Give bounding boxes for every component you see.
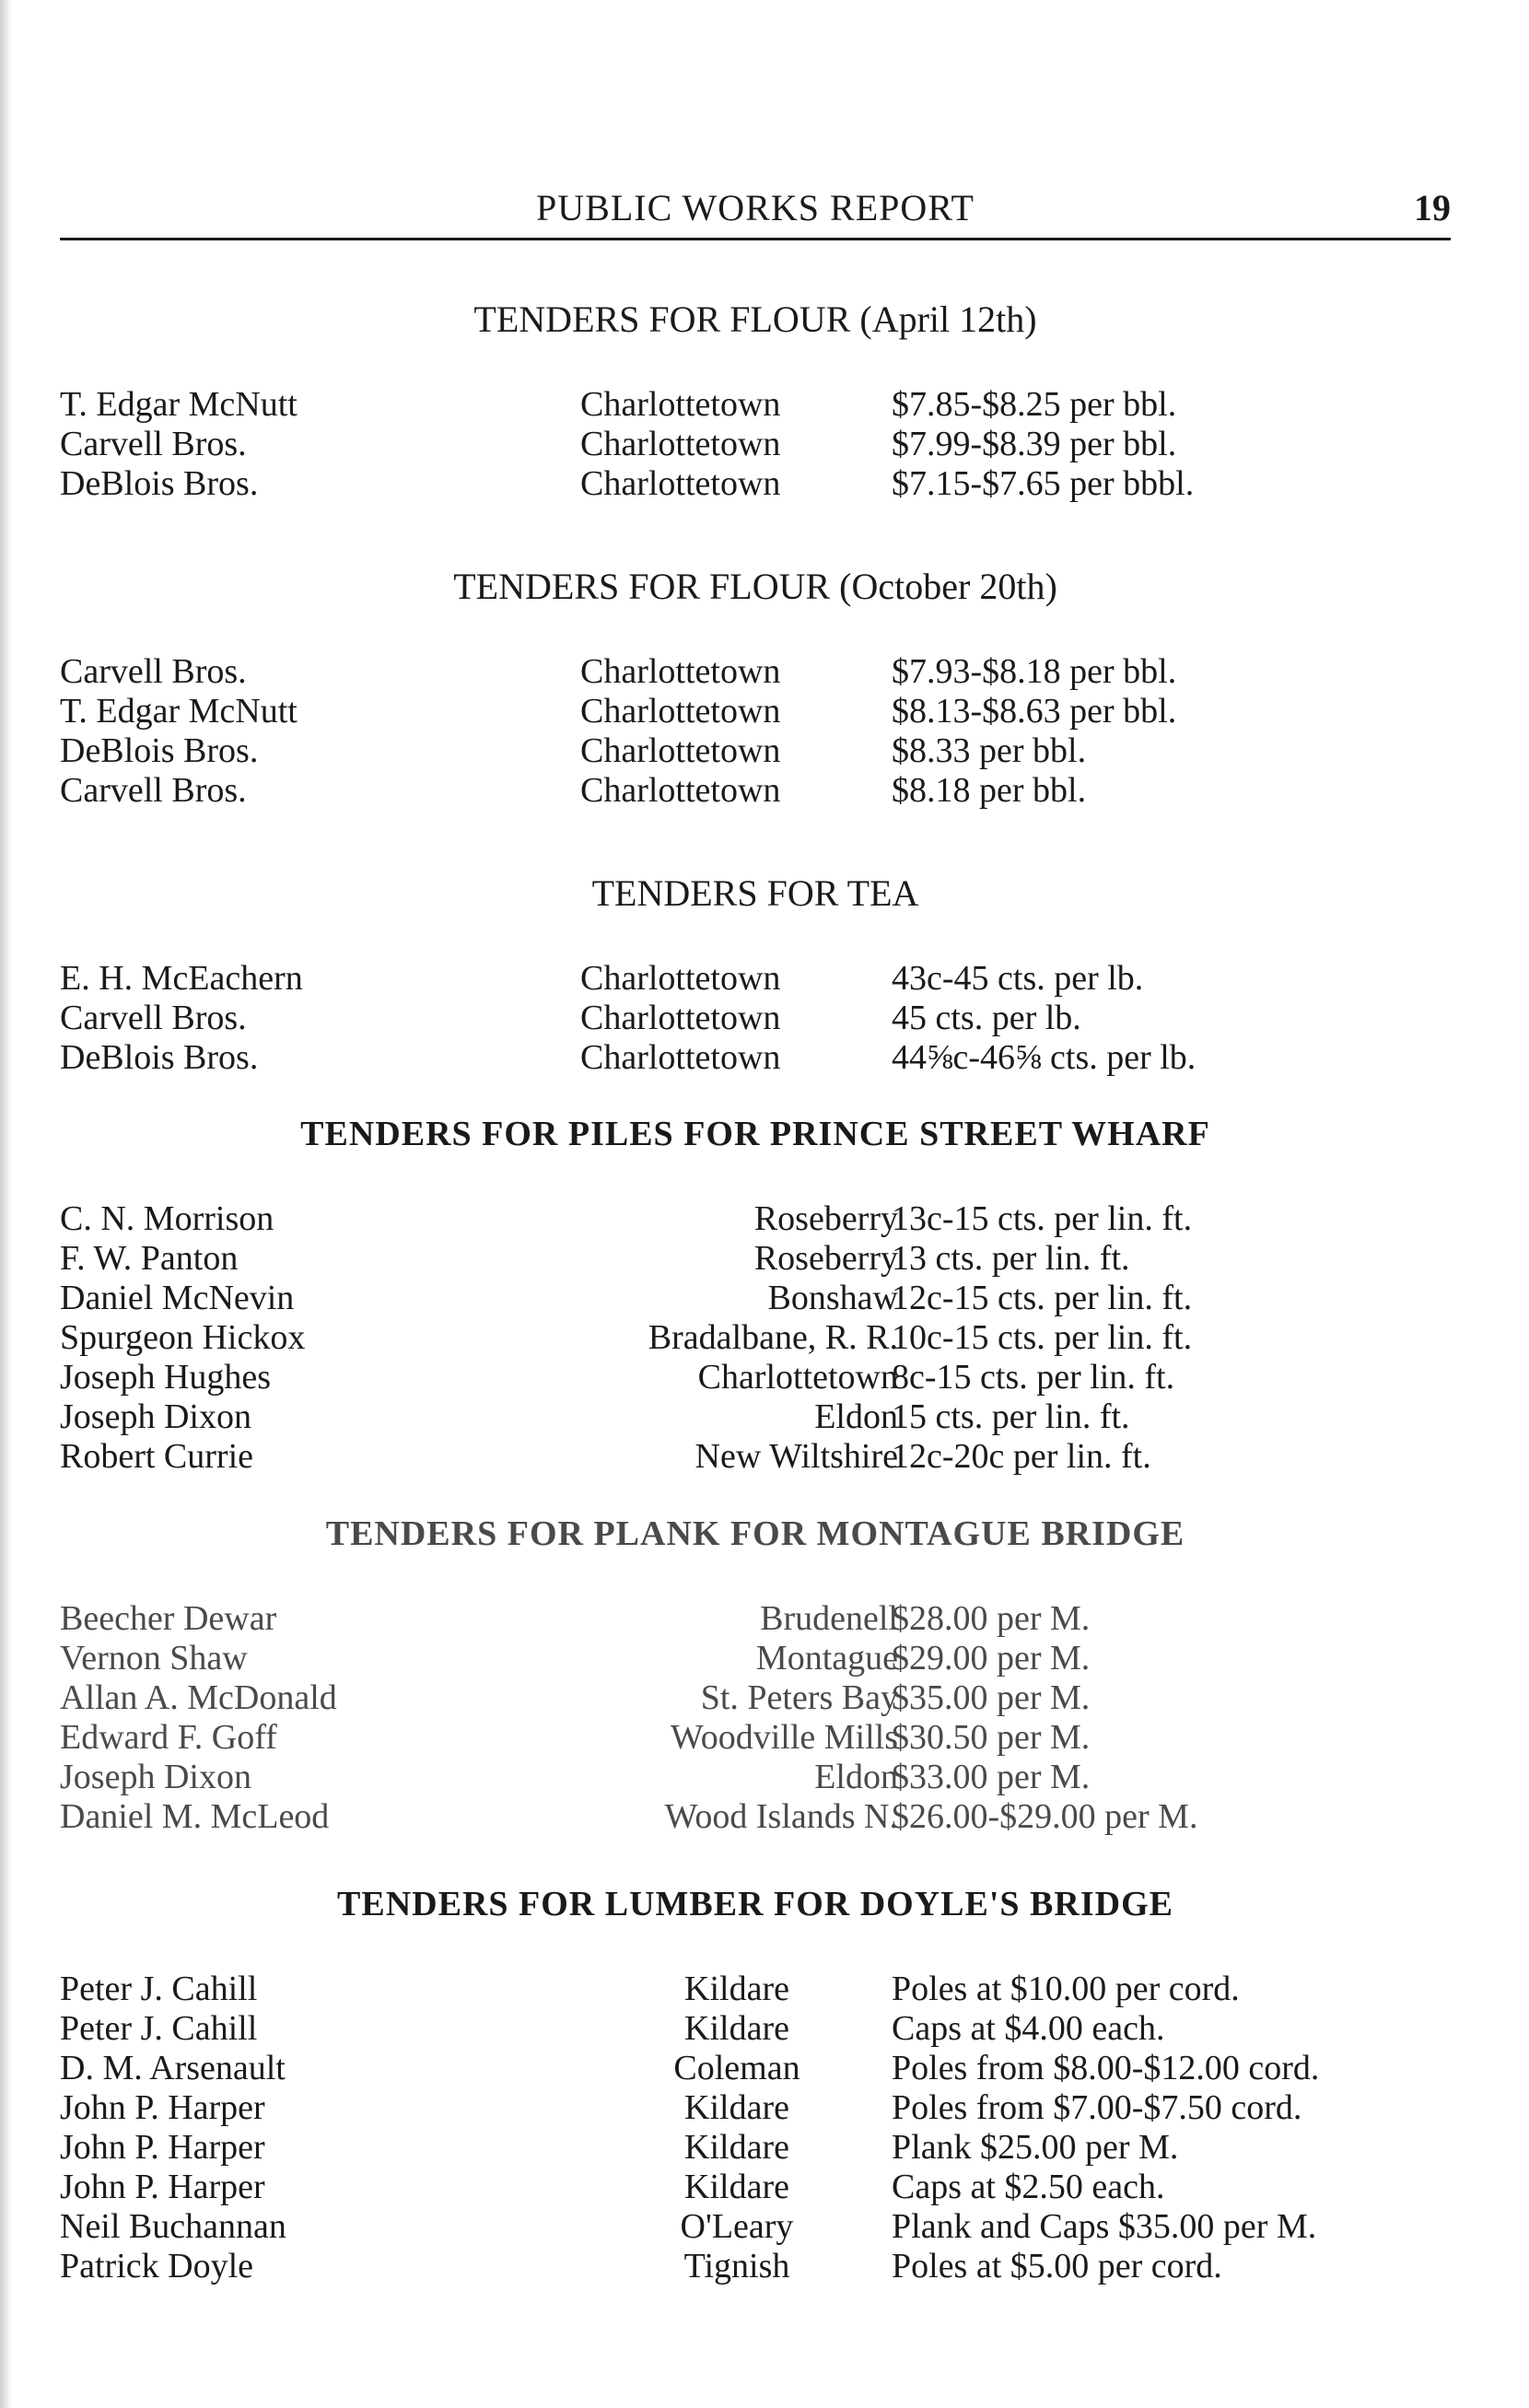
tender-row <box>60 464 1451 504</box>
tender-row <box>60 1678 1451 1718</box>
tender-location: Charlottetown <box>580 771 781 810</box>
tender-location: Bonshaw <box>767 1279 898 1317</box>
tender-row <box>60 999 1451 1038</box>
tender-row <box>60 2009 1451 2049</box>
tender-row <box>60 1639 1451 1678</box>
tender-price: Poles from $8.00-$12.00 cord. <box>892 2049 1320 2087</box>
tenderer-name: T. Edgar McNutt <box>60 385 298 424</box>
tender-price: 15 cts. per lin. ft. <box>892 1397 1130 1436</box>
tender-row <box>60 1318 1451 1358</box>
tender-price: 12c-15 cts. per lin. ft. <box>892 1279 1193 1317</box>
running-title: PUBLIC WORKS REPORT <box>536 187 975 228</box>
tender-location: Bradalbane, R. R. <box>648 1318 898 1357</box>
tender-row <box>60 652 1451 692</box>
tenderer-name: Carvell Bros. <box>60 771 247 810</box>
tender-row <box>60 692 1451 731</box>
tender-price: 13c-15 cts. per lin. ft. <box>892 1199 1193 1238</box>
tender-price: 13 cts. per lin. ft. <box>892 1239 1130 1278</box>
tender-price: Poles at $5.00 per cord. <box>892 2247 1222 2285</box>
section-title: TENDERS FOR PLANK FOR MONTAGUE BRIDGE <box>325 1514 1185 1553</box>
tender-location: Charlottetown <box>580 999 781 1037</box>
tender-location: Charlottetown <box>580 385 781 424</box>
tender-row <box>60 1797 1451 1837</box>
section-title: TENDERS FOR FLOUR (April 12th) <box>473 298 1037 340</box>
tender-row <box>60 385 1451 425</box>
tender-price: 43c-45 cts. per lb. <box>892 959 1144 998</box>
tender-row <box>60 2049 1451 2088</box>
tenderer-name: Peter J. Cahill <box>60 2009 258 2048</box>
tender-list <box>60 1199 1451 1477</box>
section-title: TENDERS FOR LUMBER FOR DOYLE'S BRIDGE <box>337 1885 1173 1923</box>
tenderer-name: Joseph Hughes <box>60 1358 272 1397</box>
tender-price: $26.00-$29.00 per M. <box>892 1797 1198 1836</box>
tenderer-name: DeBlois Bros. <box>60 731 259 770</box>
tender-location: Roseberry <box>753 1239 898 1278</box>
tender-location: Charlottetown <box>697 1358 898 1397</box>
tenderer-name: Beecher Dewar <box>60 1599 277 1638</box>
section-plank <box>60 1511 1451 1837</box>
tender-price: 12c-20c per lin. ft. <box>892 1437 1151 1476</box>
tender-location: Kildare <box>684 1970 789 2008</box>
section-flour-april <box>60 297 1451 504</box>
tender-price: $33.00 per M. <box>892 1758 1091 1796</box>
section-piles <box>60 1111 1451 1477</box>
tender-row <box>60 1038 1451 1078</box>
tenderer-name: Edward F. Goff <box>60 1718 277 1757</box>
tender-price: 8c-15 cts. per lin. ft. <box>892 1358 1175 1397</box>
tender-price: $7.15-$7.65 per bbbl. <box>892 464 1195 503</box>
tender-location: O'Leary <box>680 2207 794 2246</box>
tender-price: Plank and Caps $35.00 per M. <box>892 2207 1317 2246</box>
tender-location: Charlottetown <box>580 464 781 503</box>
section-title: TENDERS FOR TEA <box>591 872 919 914</box>
tender-price: $8.18 per bbl. <box>892 771 1087 810</box>
tender-location: Kildare <box>684 2009 789 2048</box>
tenderer-name: Robert Currie <box>60 1437 254 1476</box>
tender-location: New Wiltshire <box>694 1437 898 1476</box>
tender-price: Plank $25.00 per M. <box>892 2128 1179 2167</box>
section-tea <box>60 871 1451 1078</box>
tenderer-name: Joseph Dixon <box>60 1397 251 1436</box>
tender-location: Charlottetown <box>580 652 781 691</box>
tenderer-name: Carvell Bros. <box>60 425 247 463</box>
tender-location: Kildare <box>684 2128 789 2167</box>
tender-price: Caps at $2.50 each. <box>892 2168 1165 2206</box>
tender-row <box>60 425 1451 464</box>
tender-row <box>60 731 1451 771</box>
tenderer-name: Vernon Shaw <box>60 1639 248 1677</box>
tender-location: Kildare <box>684 2168 789 2206</box>
tenderer-name: Spurgeon Hickox <box>60 1318 306 1357</box>
tender-location: Charlottetown <box>580 425 781 463</box>
tender-price: $29.00 per M. <box>892 1639 1091 1677</box>
tender-price: $7.99-$8.39 per bbl. <box>892 425 1177 463</box>
tenderer-name: E. H. McEachern <box>60 959 303 998</box>
tender-list <box>60 1970 1451 2286</box>
tender-location: Wood Islands N. <box>664 1797 898 1836</box>
tender-location: Kildare <box>684 2088 789 2127</box>
tender-location: Charlottetown <box>580 692 781 731</box>
tender-price: $30.50 per M. <box>892 1718 1091 1757</box>
tenderer-name: Daniel McNevin <box>60 1279 295 1317</box>
tenderer-name: DeBlois Bros. <box>60 464 259 503</box>
tenderer-name: Carvell Bros. <box>60 999 247 1037</box>
tenderer-name: DeBlois Bros. <box>60 1038 259 1077</box>
tender-row <box>60 771 1451 811</box>
tenderer-name: Patrick Doyle <box>60 2247 254 2285</box>
tender-location: Brudenell <box>760 1599 898 1638</box>
tender-location: Roseberry <box>753 1199 898 1238</box>
tender-price: $8.13-$8.63 per bbl. <box>892 692 1177 731</box>
tender-row <box>60 1718 1451 1758</box>
tenderer-name: John P. Harper <box>60 2088 265 2127</box>
tender-location: Eldon <box>814 1397 898 1436</box>
tender-price: $7.93-$8.18 per bbl. <box>892 652 1177 691</box>
tender-row <box>60 1358 1451 1397</box>
tender-price: 45 cts. per lb. <box>892 999 1081 1037</box>
tender-row <box>60 1239 1451 1279</box>
tender-price: Caps at $4.00 each. <box>892 2009 1165 2048</box>
tender-row <box>60 2207 1451 2247</box>
tender-location: Woodville Mills <box>670 1718 898 1757</box>
tender-row <box>60 1970 1451 2009</box>
tenderer-name: John P. Harper <box>60 2128 265 2167</box>
tender-list <box>60 652 1451 811</box>
tender-price: $28.00 per M. <box>892 1599 1091 1638</box>
tender-row <box>60 1279 1451 1318</box>
tender-location: St. Peters Bay <box>700 1678 898 1717</box>
page-header <box>60 182 1451 240</box>
tenderer-name: John P. Harper <box>60 2168 265 2206</box>
tender-price: Poles from $7.00-$7.50 cord. <box>892 2088 1302 2127</box>
tenderer-name: Neil Buchannan <box>60 2207 286 2246</box>
tender-row <box>60 2088 1451 2128</box>
tender-row <box>60 2247 1451 2286</box>
tenderer-name: D. M. Arsenault <box>60 2049 286 2087</box>
section-flour-october <box>60 564 1451 811</box>
tender-location: Tignish <box>683 2247 790 2285</box>
section-title: TENDERS FOR PILES FOR PRINCE STREET WHARF <box>300 1115 1210 1153</box>
tender-row <box>60 1599 1451 1639</box>
tenderer-name: Allan A. McDonald <box>60 1678 337 1717</box>
tender-list <box>60 385 1451 504</box>
tender-price: 44⅝c-46⅝ cts. per lb. <box>892 1038 1196 1077</box>
tender-price: $7.85-$8.25 per bbl. <box>892 385 1177 424</box>
page-spine-shadow <box>0 0 13 2408</box>
tender-price: Poles at $10.00 per cord. <box>892 1970 1240 2008</box>
section-title: TENDERS FOR FLOUR (October 20th) <box>453 566 1057 607</box>
tenderer-name: Carvell Bros. <box>60 652 247 691</box>
tender-row <box>60 1437 1451 1477</box>
tenderer-name: T. Edgar McNutt <box>60 692 298 731</box>
tender-row <box>60 1397 1451 1437</box>
tenderer-name: F. W. Panton <box>60 1239 239 1278</box>
tenderer-name: C. N. Morrison <box>60 1199 274 1238</box>
tender-list <box>60 1599 1451 1837</box>
tenderer-name: Daniel M. McLeod <box>60 1797 330 1836</box>
tender-price: $8.33 per bbl. <box>892 731 1087 770</box>
tender-list <box>60 959 1451 1078</box>
tender-location: Montague <box>755 1639 898 1677</box>
tender-price: 10c-15 cts. per lin. ft. <box>892 1318 1193 1357</box>
tender-location: Charlottetown <box>580 1038 781 1077</box>
tender-row <box>60 2168 1451 2207</box>
tenderer-name: Peter J. Cahill <box>60 1970 258 2008</box>
tender-location: Charlottetown <box>580 959 781 998</box>
tender-row <box>60 959 1451 999</box>
tender-location: Coleman <box>673 2049 800 2087</box>
tender-row <box>60 2128 1451 2168</box>
tender-location: Eldon <box>814 1758 898 1796</box>
tender-row <box>60 1758 1451 1797</box>
tender-row <box>60 1199 1451 1239</box>
section-lumber <box>60 1881 1451 2286</box>
tender-price: $35.00 per M. <box>892 1678 1091 1717</box>
tenderer-name: Joseph Dixon <box>60 1758 251 1796</box>
page-number: 19 <box>1414 187 1451 228</box>
tender-location: Charlottetown <box>580 731 781 770</box>
